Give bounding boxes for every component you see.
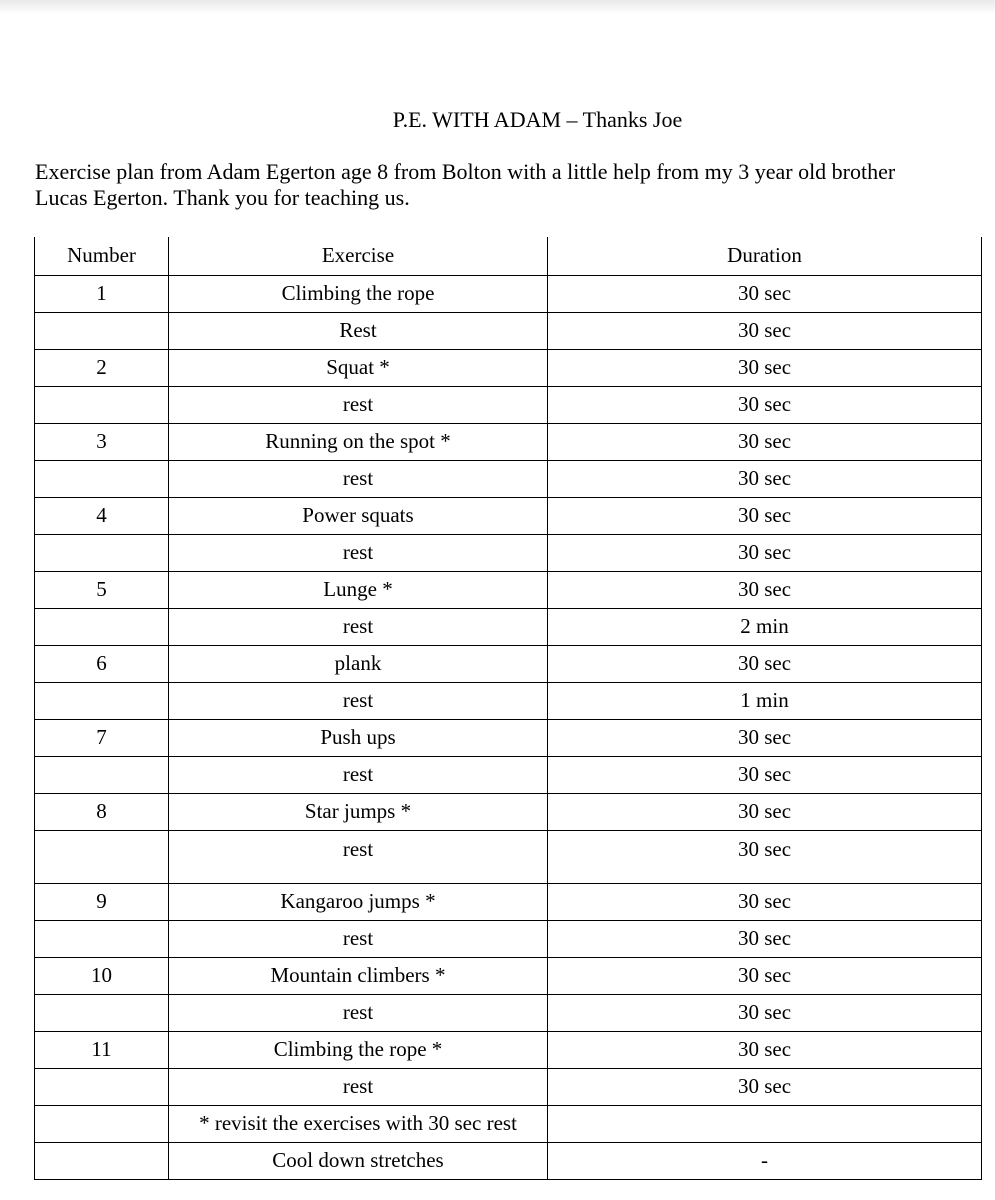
table-row bbox=[35, 386, 982, 423]
table-row bbox=[35, 883, 982, 920]
table-row bbox=[35, 460, 982, 497]
table-row bbox=[35, 534, 982, 571]
table-row bbox=[35, 793, 982, 830]
cell-number: 1 bbox=[35, 275, 169, 312]
cell-number bbox=[35, 830, 169, 883]
header-exercise: Exercise bbox=[169, 237, 548, 275]
table-row-note bbox=[35, 1105, 982, 1142]
cell-exercise: rest bbox=[169, 608, 548, 645]
cell-exercise: Rest bbox=[169, 312, 548, 349]
cell-duration: 30 sec bbox=[548, 460, 982, 497]
cell-exercise: Climbing the rope * bbox=[169, 1031, 548, 1068]
cell-duration: 30 sec bbox=[548, 920, 982, 957]
cell-duration: 30 sec bbox=[548, 756, 982, 793]
table-row bbox=[35, 571, 982, 608]
cell-exercise: rest bbox=[169, 682, 548, 719]
intro-paragraph bbox=[35, 159, 975, 211]
cell-number bbox=[35, 460, 169, 497]
table-row bbox=[35, 349, 982, 386]
cell-number bbox=[35, 386, 169, 423]
cell-exercise: * revisit the exercises with 30 sec rest bbox=[169, 1105, 548, 1142]
table-row bbox=[35, 756, 982, 793]
cell-duration: 30 sec bbox=[548, 883, 982, 920]
cell-exercise: rest bbox=[169, 534, 548, 571]
cell-exercise: Running on the spot * bbox=[169, 423, 548, 460]
table-row bbox=[35, 608, 982, 645]
cell-number: 5 bbox=[35, 571, 169, 608]
table-row bbox=[35, 920, 982, 957]
cell-exercise: rest bbox=[169, 994, 548, 1031]
cell-number: 10 bbox=[35, 957, 169, 994]
cell-duration: 30 sec bbox=[548, 571, 982, 608]
table-row bbox=[35, 312, 982, 349]
cell-exercise: Climbing the rope bbox=[169, 275, 548, 312]
cell-exercise: Star jumps * bbox=[169, 793, 548, 830]
cell-number: 6 bbox=[35, 645, 169, 682]
cell-number bbox=[35, 756, 169, 793]
cell-exercise: Lunge * bbox=[169, 571, 548, 608]
table-row bbox=[35, 957, 982, 994]
table-row bbox=[35, 1068, 982, 1105]
cell-exercise: Mountain climbers * bbox=[169, 957, 548, 994]
table-row bbox=[35, 1031, 982, 1068]
cell-exercise: Squat * bbox=[169, 349, 548, 386]
cell-exercise: rest bbox=[169, 756, 548, 793]
cell-duration: 30 sec bbox=[548, 497, 982, 534]
cell-duration: 30 sec bbox=[548, 645, 982, 682]
cell-number bbox=[35, 1142, 169, 1179]
table-row bbox=[35, 497, 982, 534]
cell-duration: 30 sec bbox=[548, 957, 982, 994]
top-shade bbox=[0, 0, 995, 14]
cell-number: 9 bbox=[35, 883, 169, 920]
document-title: P.E. WITH ADAM – Thanks Joe bbox=[392, 107, 683, 132]
cell-number: 8 bbox=[35, 793, 169, 830]
cell-exercise: rest bbox=[169, 460, 548, 497]
cell-duration: 30 sec bbox=[548, 386, 982, 423]
table-row bbox=[35, 645, 982, 682]
cell-duration: 2 min bbox=[548, 608, 982, 645]
cell-exercise: rest bbox=[169, 830, 548, 883]
cell-duration: 30 sec bbox=[548, 534, 982, 571]
cell-exercise: Power squats bbox=[169, 497, 548, 534]
cell-exercise: Kangaroo jumps * bbox=[169, 883, 548, 920]
header-number: Number bbox=[35, 237, 169, 275]
cell-duration: 30 sec bbox=[548, 349, 982, 386]
cell-number: 4 bbox=[35, 497, 169, 534]
cell-number bbox=[35, 534, 169, 571]
cell-exercise: Cool down stretches bbox=[169, 1142, 548, 1179]
cell-number bbox=[35, 608, 169, 645]
cell-duration: - bbox=[548, 1142, 982, 1179]
table-row bbox=[35, 423, 982, 460]
table-row bbox=[35, 830, 982, 883]
cell-number: 3 bbox=[35, 423, 169, 460]
cell-exercise: rest bbox=[169, 920, 548, 957]
cell-number bbox=[35, 312, 169, 349]
table-row-cooldown bbox=[35, 1142, 982, 1179]
cell-duration: 30 sec bbox=[548, 719, 982, 756]
cell-number bbox=[35, 1105, 169, 1142]
cell-duration: 30 sec bbox=[548, 423, 982, 460]
table-row bbox=[35, 719, 982, 756]
cell-exercise: rest bbox=[169, 1068, 548, 1105]
cell-duration: 30 sec bbox=[548, 1068, 982, 1105]
cell-exercise: rest bbox=[169, 386, 548, 423]
intro-line-1: Exercise plan from Adam Egerton age 8 from Bolton with a little help from my 3 year old brother bbox=[35, 159, 896, 184]
cell-number: 2 bbox=[35, 349, 169, 386]
table-row bbox=[35, 994, 982, 1031]
cell-number bbox=[35, 1068, 169, 1105]
cell-duration: 30 sec bbox=[548, 1031, 982, 1068]
table-row bbox=[35, 275, 982, 312]
cell-exercise: Push ups bbox=[169, 719, 548, 756]
cell-duration: 30 sec bbox=[548, 830, 982, 883]
cell-duration: 30 sec bbox=[548, 275, 982, 312]
cell-duration: 30 sec bbox=[548, 994, 982, 1031]
cell-duration bbox=[548, 1105, 982, 1142]
cell-duration: 30 sec bbox=[548, 793, 982, 830]
cell-exercise: plank bbox=[169, 645, 548, 682]
cell-number bbox=[35, 994, 169, 1031]
cell-number: 11 bbox=[35, 1031, 169, 1068]
cell-number bbox=[35, 920, 169, 957]
exercise-plan-table bbox=[34, 237, 982, 1180]
cell-number bbox=[35, 682, 169, 719]
intro-line-2: Lucas Egerton. Thank you for teaching us. bbox=[35, 185, 410, 210]
table-header-row bbox=[35, 237, 982, 275]
cell-duration: 1 min bbox=[548, 682, 982, 719]
cell-number: 7 bbox=[35, 719, 169, 756]
cell-duration: 30 sec bbox=[548, 312, 982, 349]
table-row bbox=[35, 682, 982, 719]
header-duration: Duration bbox=[548, 237, 982, 275]
